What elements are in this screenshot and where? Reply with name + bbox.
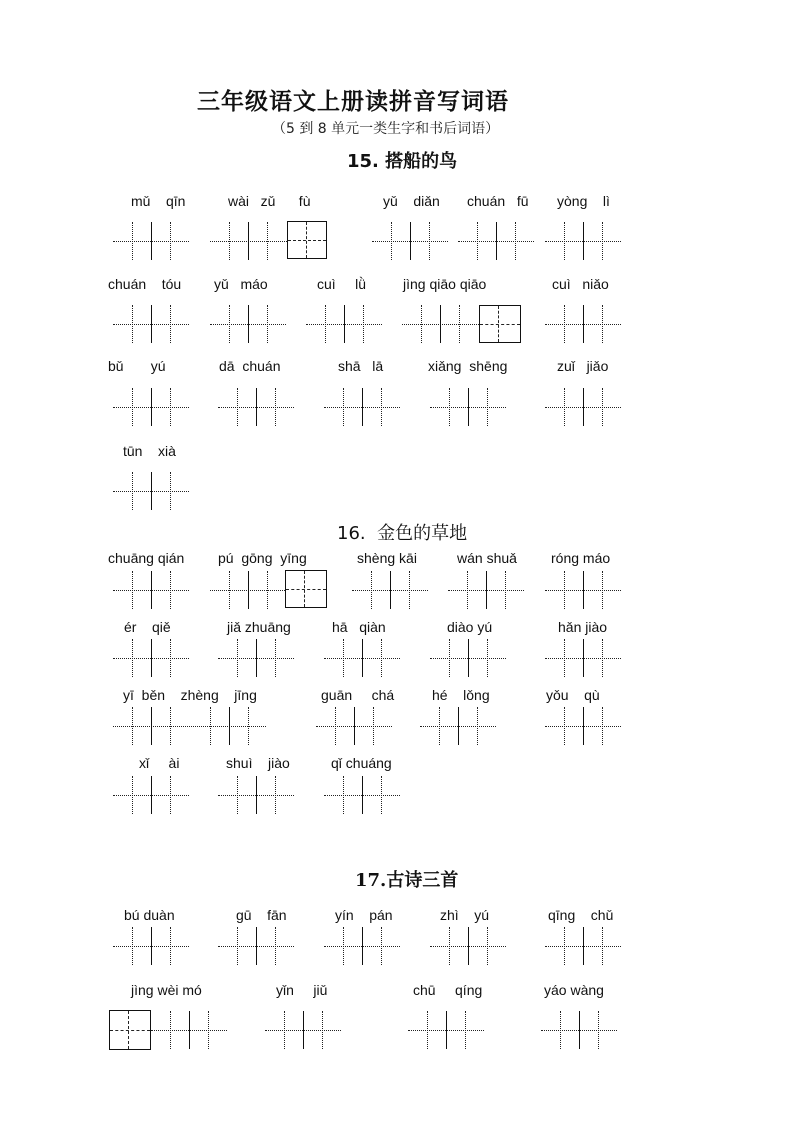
pinyin-label: yǔ diǎn [383, 193, 440, 209]
pinyin-label: zhì yú [440, 907, 490, 923]
pinyin-label: wài zǔ fù [228, 193, 311, 209]
pinyin-label: bǔ yú [108, 358, 166, 374]
writing-grid[interactable] [430, 388, 506, 426]
writing-grid[interactable] [545, 222, 621, 260]
writing-grid[interactable] [420, 707, 496, 745]
pinyin-label: xiǎng shēng [428, 358, 508, 374]
lesson-heading-15: 15. 搭船的鸟 [347, 151, 458, 172]
writing-grid[interactable] [113, 927, 189, 965]
writing-grid[interactable] [113, 305, 189, 343]
pinyin-label: zuǐ jiǎo [557, 358, 609, 374]
writing-grid[interactable] [324, 639, 400, 677]
pinyin-label: yòng lì [557, 193, 610, 209]
pinyin-label: qīng chǔ [548, 907, 614, 923]
writing-box[interactable] [287, 221, 327, 259]
page-title: 三年级语文上册读拼音写词语 [197, 89, 509, 115]
writing-grid[interactable] [458, 222, 534, 260]
writing-grid[interactable] [545, 571, 621, 609]
writing-grid[interactable] [541, 1011, 617, 1049]
writing-grid[interactable] [430, 927, 506, 965]
pinyin-label: ér qiě [124, 619, 171, 635]
writing-grid[interactable] [545, 927, 621, 965]
writing-grid[interactable] [430, 639, 506, 677]
writing-grid[interactable] [352, 571, 428, 609]
writing-grid[interactable] [316, 707, 392, 745]
writing-grid[interactable] [113, 707, 266, 745]
writing-grid[interactable] [210, 222, 287, 260]
pinyin-label: xǐ ài [139, 755, 180, 771]
pinyin-label: yáo wàng [544, 982, 604, 998]
writing-grid[interactable] [218, 776, 294, 814]
pinyin-label: mǔ qīn [131, 193, 186, 209]
pinyin-label: diào yú [447, 619, 493, 635]
writing-box[interactable] [285, 570, 327, 608]
writing-grid[interactable] [402, 305, 479, 343]
writing-grid[interactable] [545, 707, 621, 745]
pinyin-label: chuāng qián [108, 550, 185, 566]
pinyin-label: cuì niǎo [552, 276, 609, 292]
writing-grid[interactable] [324, 927, 400, 965]
page-subtitle: （5 到 8 单元一类生字和书后词语） [272, 121, 500, 137]
pinyin-label: pú gōng yīng [218, 550, 307, 566]
pinyin-label: róng máo [551, 550, 611, 566]
writing-grid[interactable] [113, 776, 189, 814]
pinyin-label: dā chuán [219, 358, 281, 374]
lesson-heading-17: 17.古诗三首 [355, 870, 459, 891]
writing-grid[interactable] [151, 1011, 227, 1049]
pinyin-label: yín pán [335, 907, 393, 923]
writing-grid[interactable] [545, 305, 621, 343]
writing-grid[interactable] [218, 927, 294, 965]
lesson-heading-16: 16. 金色的草地 [337, 523, 468, 544]
writing-grid[interactable] [372, 222, 448, 260]
pinyin-label: yǒu qù [546, 687, 600, 703]
pinyin-label: cuì lǜ [317, 276, 367, 292]
pinyin-label: hǎn jiào [558, 619, 608, 635]
pinyin-label: hé lǒng [432, 687, 490, 703]
pinyin-label: chuán fū [467, 193, 529, 209]
pinyin-label: jiǎ zhuāng [227, 619, 291, 635]
pinyin-label: tūn xià [123, 443, 176, 459]
pinyin-label: gū fān [236, 907, 287, 923]
pinyin-label: shā lā [338, 358, 384, 374]
writing-box[interactable] [109, 1010, 151, 1050]
writing-grid[interactable] [306, 305, 382, 343]
pinyin-label: jìng qiāo qiāo [403, 276, 487, 292]
writing-grid[interactable] [324, 776, 400, 814]
pinyin-label: chuán tóu [108, 276, 182, 292]
pinyin-label: yī běn zhèng jīng [123, 687, 257, 703]
writing-grid[interactable] [545, 639, 621, 677]
writing-grid[interactable] [210, 305, 286, 343]
pinyin-label: qǐ chuáng [331, 755, 392, 771]
pinyin-label: bú duàn [124, 907, 175, 923]
writing-grid[interactable] [210, 571, 285, 609]
writing-grid[interactable] [113, 222, 189, 260]
writing-grid[interactable] [113, 388, 189, 426]
pinyin-label: shèng kāi [357, 550, 417, 566]
pinyin-label: hā qiàn [332, 619, 386, 635]
pinyin-label: jìng wèi mó [131, 982, 202, 998]
writing-grid[interactable] [265, 1011, 341, 1049]
writing-grid[interactable] [113, 639, 189, 677]
writing-grid[interactable] [218, 388, 294, 426]
writing-grid[interactable] [545, 388, 621, 426]
pinyin-label: yǔ máo [214, 276, 268, 292]
writing-grid[interactable] [324, 388, 400, 426]
writing-grid[interactable] [408, 1011, 484, 1049]
writing-box[interactable] [479, 305, 521, 343]
writing-grid[interactable] [113, 571, 189, 609]
pinyin-label: wán shuǎ [457, 550, 517, 566]
pinyin-label: shuì jiào [226, 755, 290, 771]
writing-grid[interactable] [113, 472, 189, 510]
pinyin-label: chū qíng [413, 982, 483, 998]
pinyin-label: guān chá [321, 687, 395, 703]
pinyin-label: yǐn jiǔ [276, 982, 328, 998]
writing-grid[interactable] [218, 639, 294, 677]
writing-grid[interactable] [448, 571, 524, 609]
